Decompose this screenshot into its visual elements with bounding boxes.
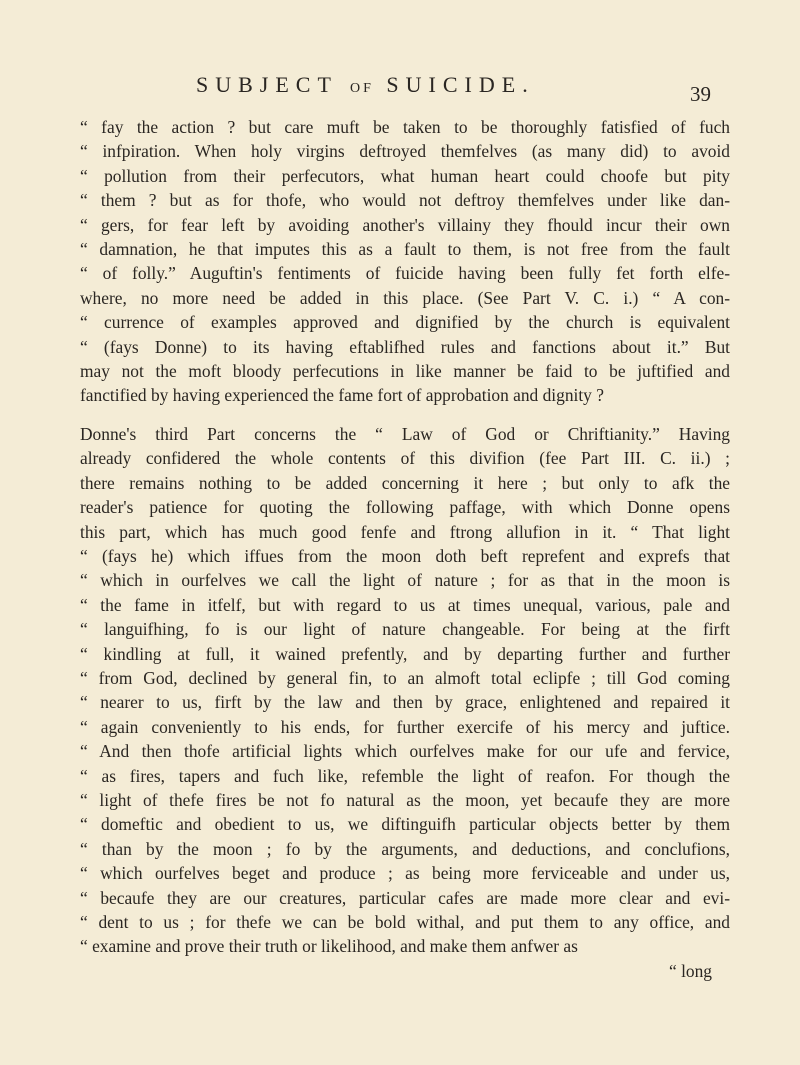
text-line: “ gers, for fear left by avoiding another's villainy they fhould incur their own [80,214,730,235]
text-line: “ And then thofe artificial lights which ourfelves make for our ufe and fervice, [80,741,730,762]
text-line: Donne's third Part concerns the “ Law of God or Chriftianity.” Having [80,423,730,444]
body-text [80,115,730,983]
text-line: “ examine and prove their truth or likelihood, and make them anfwer as [80,936,578,957]
text-line: “ dent to us ; for thefe we can be bold withal, and put them to any office, and [80,912,730,932]
text-line: “ infpiration. When holy virgins deftroyed themfelves (as many did) to avoid [80,141,730,162]
running-title-subject: SUBJECT [196,72,338,97]
text-line: “ damnation, he that imputes this as a fault to them, is not free from the fault [80,239,730,260]
text-line: “ of folly.” Auguftin's fentiments of fuicide having been fully fet forth elfe- [80,263,730,284]
text-line: “ again conveniently to his ends, for further exercife of his mercy and juftice. [80,716,730,737]
text-line: “ from God, declined by general fin, to an almoft total eclipfe ; till God coming [80,667,730,688]
running-title [196,72,535,98]
paragraph [80,115,730,408]
text-line: there remains nothing to be added concerning it here ; but only to afk the [80,472,730,493]
text-line: “ currence of examples approved and dignified by the church is equivalent [80,312,730,333]
text-line: “ which in ourfelves we call the light of nature ; for as that in the moon is [80,570,730,591]
text-line: “ pollution from their perfecutors, what human heart could choofe but pity [80,165,730,186]
text-line: “ than by the moon ; fo by the arguments, and deductions, and conclufions, [80,838,730,859]
text-line: where, no more need be added in this place. (See Part V. C. i.) “ A con- [80,287,730,308]
text-line: fanctified by having experienced the fame fort of approbation and dignity ? [80,385,604,406]
text-line: may not the moft bloody perfecutions in like manner be faid to be juftified and [80,361,730,382]
running-title-suicide: SUICIDE. [386,72,535,97]
running-title-of: OF [350,81,374,96]
paragraph-gap [80,408,730,422]
text-line: this part, which has much good fenfe and ftrong allufion in it. “ That light [80,521,730,542]
text-line: “ nearer to us, firft by the law and then by grace, enlightened and repaired it [80,692,730,713]
text-line: reader's patience for quoting the following paffage, with which Donne opens [80,497,730,518]
page-number: 39 [690,82,711,106]
paragraph [80,422,730,959]
text-line: already confidered the whole contents of this divifion (fee Part III. C. ii.) ; [80,448,730,469]
text-line: “ (fays Donne) to its having eftablifhed rules and fanctions about it.” But [80,336,730,357]
text-line: “ languifhing, fo is our light of nature changeable. For being at the firft [80,619,730,640]
text-line: “ fay the action ? but care muft be taken to be thoroughly fatisfied of fuch [80,117,730,137]
text-line: “ the fame in itfelf, but with regard to us at times unequal, various, pale and [80,594,730,615]
text-line: “ (fays he) which iffues from the moon doth beft reprefent and exprefs that [80,545,730,566]
text-line: “ domeftic and obedient to us, we diftinguifh particular objects better by them [80,814,730,835]
text-line: “ which ourfelves beget and produce ; as being more ferviceable and under us, [80,863,730,884]
running-head [0,70,800,106]
text-line: “ becaufe they are our creatures, particular cafes are made more clear and evi- [80,887,730,908]
text-line: “ them ? but as for thofe, who would not deftroy themfelves under like dan- [80,190,730,211]
catchword: “ long [669,960,712,981]
text-line: “ as fires, tapers and fuch like, refemble the light of reafon. For though the [80,765,730,786]
text-line: “ light of thefe fires be not fo natural as the moon, yet becaufe they are more [80,789,730,810]
text-line: “ kindling at full, it wained prefently, and by departing further and further [80,643,730,664]
